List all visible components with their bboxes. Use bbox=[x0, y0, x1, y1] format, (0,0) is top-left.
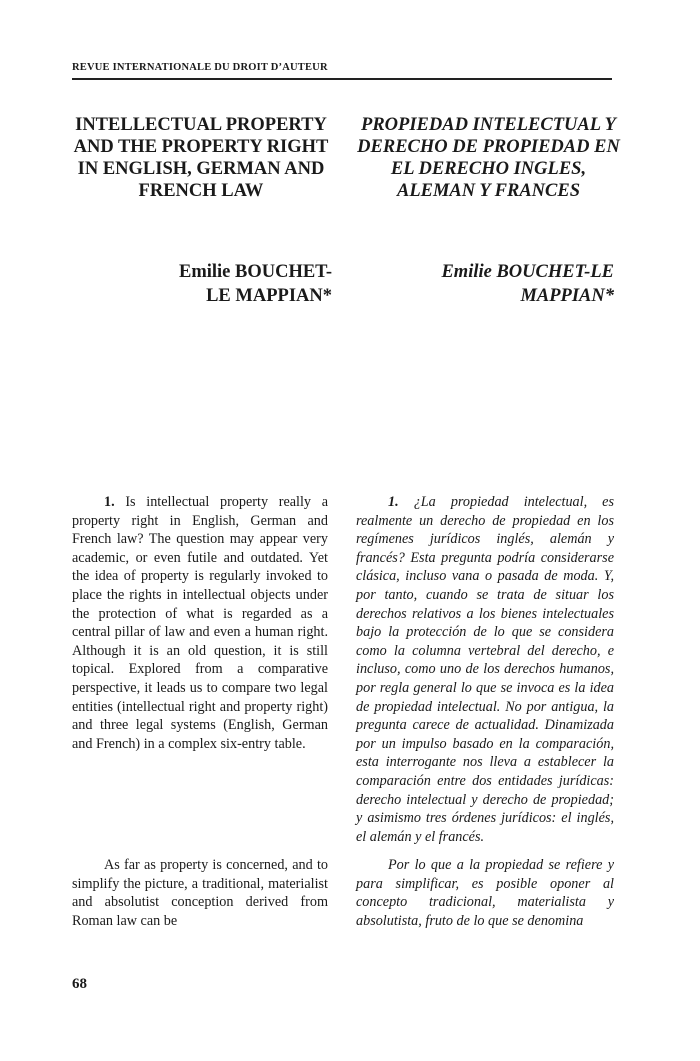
spanish-author-line1: Emilie BOUCHET-LE bbox=[441, 262, 614, 282]
spanish-paragraph-2 bbox=[356, 856, 614, 930]
english-paragraph-2 bbox=[72, 856, 328, 930]
header-rule bbox=[72, 78, 612, 80]
english-author-line2: LE MAPPIAN* bbox=[206, 286, 332, 306]
english-author-line1: Emilie BOUCHET- bbox=[179, 262, 332, 282]
spanish-title: PROPIEDAD INTELECTUAL Y DERECHO DE PROPIEDAD EN EL DERECHO INGLES, ALEMAN Y FRANCES bbox=[357, 115, 620, 201]
english-paragraph-number: 1. bbox=[104, 494, 115, 510]
english-author bbox=[70, 260, 332, 308]
running-header: REVUE INTERNATIONALE DU DROIT D’AUTEUR bbox=[72, 62, 328, 73]
spanish-paragraph-1 bbox=[356, 493, 614, 846]
english-paragraph-1-text: Is intellectual property really a property right in English, German and French law? The question may appear very academic, or even futile and outdated. Yet the idea of property is regularly invoked to place the rights in intellectual objects under the protection of what is regarded as a central pillar of law and even a human right. Although it is an old question, it is still topical. Explored from a comparative perspective, it leads us to compare two legal entities (intellectual right and property right) and three legal systems (English, German and French) in a complex six-entry table. bbox=[72, 494, 328, 752]
english-paragraph-1 bbox=[72, 493, 328, 753]
spanish-paragraph-1-text: ¿La propiedad intelectual, es realmente un derecho de propiedad en los regímenes jurídicos inglés, alemán y francés? Esta pregunta podría considerarse clásica, incluso vana o pasada de moda. Y, por tanto, cuando se trata de situar los derechos relativos a los bienes intelectuales bajo la protección de lo que se considera como la columna vertebral del derecho, e incluso, como uno de los derechos humanos, por regla general lo que se invoca es la idea de propiedad intelectual. No por antigua, la pregunta carece de actualidad. Dinamizada por un impulso basado en la comparación, esta interrogante nos lleva a establecer la comparación entre dos entidades jurídicas: derecho intelectual y derecho de propiedad; y asimismo tres órdenes jurídicos: el inglés, el alemán y el francés. bbox=[356, 494, 614, 845]
spanish-paragraph-2-text: Por lo que a la propiedad se refiere y para simplificar, es posible oponer al concepto tradicional, materialista y absolutista, fruto de lo que se denomina bbox=[356, 857, 614, 929]
english-title: INTELLECTUAL PROPERTY AND THE PROPERTY RIGHT IN ENGLISH, GERMAN AND FRENCH LAW bbox=[73, 115, 329, 201]
spanish-paragraph-number: 1. bbox=[388, 494, 399, 510]
page-number: 68 bbox=[72, 976, 87, 992]
spanish-author bbox=[352, 260, 614, 308]
spanish-author-line2: MAPPIAN* bbox=[520, 286, 614, 306]
english-paragraph-2-text: As far as property is concerned, and to simplify the picture, a traditional, materialist and absolutist conception derived from Roman law can be bbox=[72, 857, 328, 929]
